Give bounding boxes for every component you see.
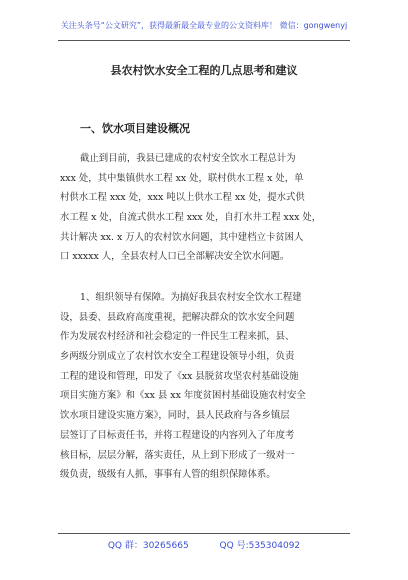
header-divider (58, 40, 350, 41)
paragraph-line: 设，县委、县政府高度重视，把解决群众的饮水安全问题 (60, 311, 295, 323)
paragraph-overview (60, 149, 350, 267)
paragraph-line: 饮水项目建设实施方案》，同时，县人民政府与各乡镇层 (60, 410, 290, 422)
paragraph-line: 水工程 x 处，自流式供水工程 xxx 处，自打水井工程 xxx 处， (60, 212, 322, 224)
paragraph-line: 核目标，层层分解，落实责任，从上到下形成了一级对一 (60, 449, 295, 461)
qq-number: QQ 号:535304092 (219, 541, 301, 551)
header-banner: 关注头条号“公文研究”，获得最新最全最专业的公文资料库！ 微信：gongwenyj (60, 21, 348, 30)
paragraph-line: 1、组织领导有保障。为搞好我县农村安全饮水工程建 (80, 292, 302, 303)
paragraph-line: 截止到目前，我县已建成的农村安全饮水工程总计为 (80, 153, 296, 164)
paragraph-organization (60, 288, 350, 485)
footer (0, 538, 408, 551)
section-heading: 一、饮水项目建设概况 (80, 122, 190, 135)
paragraph-line: 作为发展农村经济和社会稳定的一件民生工程来抓，县、 (60, 331, 295, 343)
paragraph-line: 级负责，级级有人抓，事事有人管的组织保障体系。 (60, 469, 276, 481)
paragraph-line: 村供水工程 xxx 处，xxx 吨以上供水工程 xx 处，提水式供 (60, 192, 305, 204)
paragraph-line: 共计解决 xx. x 万人的农村饮水问题，其中建档立卡贫困人 (60, 231, 304, 243)
paragraph-line: 项目实施方案》和《xx 县 xx 年度贫困村基础设施农村安全 (60, 390, 306, 402)
paragraph-line: 工程的建设和管理，印发了《xx 县脱贫攻坚农村基础设施 (60, 370, 299, 382)
paragraph-line: 乡两级分别成立了农村饮水安全工程建设领导小组，负责 (60, 351, 295, 363)
qq-group-number: QQ 群：30265665 (107, 541, 189, 551)
paragraph-line: xxx 处，其中集镇供水工程 xx 处，联村供水工程 x 处，单 (60, 172, 304, 184)
paragraph-line: 口 xxxxx 人，全县农村人口已全部解决安全饮水问题。 (60, 251, 290, 263)
footer-divider (58, 533, 350, 534)
document-title: 县农村饮水安全工程的几点思考和建议 (110, 64, 298, 77)
paragraph-line: 层签订了目标责任书，并将工程建设的内容列入了年度考 (60, 429, 295, 441)
